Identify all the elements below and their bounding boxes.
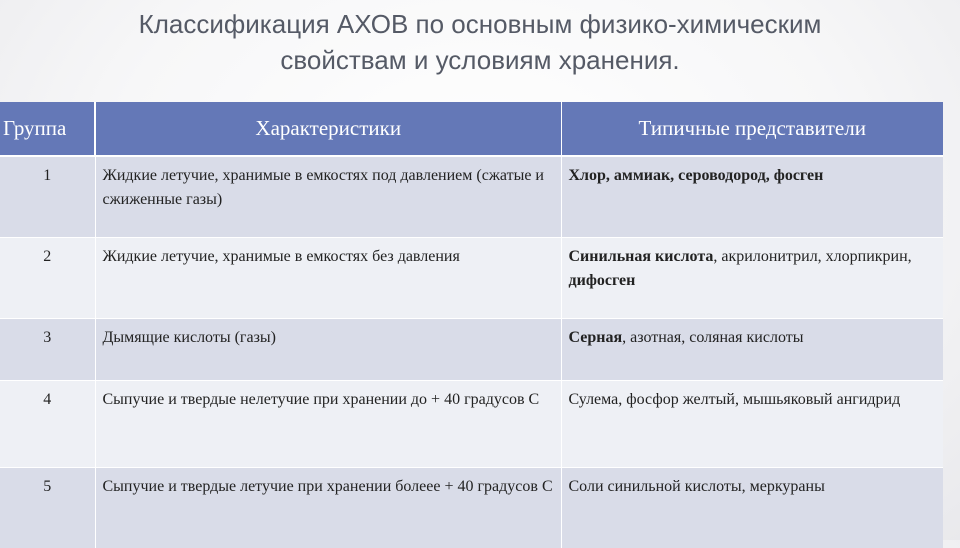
characteristics-cell: Жидкие летучие, хранимые в емкостях под давлением (сжатые и сжиженные газы) [95, 156, 561, 238]
slide-title-line-2: свойствам и условиям хранения. [40, 42, 920, 78]
table-row [0, 319, 943, 381]
slide-title [40, 6, 920, 78]
group-cell: 3 [0, 319, 95, 381]
table-row [0, 156, 943, 238]
table-row [0, 381, 943, 468]
representatives-bold: Хлор, аммиак, сероводород, фосген [569, 167, 824, 184]
header-characteristics: Характеристики [95, 102, 561, 156]
group-cell: 1 [0, 156, 95, 238]
characteristics-cell: Сыпучие и твердые нелетучие при хранении до + 40 градусов С [95, 381, 561, 468]
representatives-cell [561, 381, 943, 468]
header-representatives: Типичные представители [561, 102, 943, 156]
characteristics-cell: Жидкие летучие, хранимые в емкостях без давления [95, 238, 561, 319]
group-cell: 5 [0, 468, 95, 548]
group-cell: 2 [0, 238, 95, 319]
representatives-text: Соли синильной кислоты, меркураны [569, 478, 825, 495]
representatives-text: , акрилонитрил, хлорпикрин, [713, 248, 911, 265]
representatives-text: Сулема, фосфор желтый, мышьяковый ангидрид [569, 391, 901, 408]
representatives-cell [561, 156, 943, 238]
table-row [0, 238, 943, 319]
representatives-cell [561, 319, 943, 381]
table-header-row [0, 102, 943, 156]
characteristics-cell: Дымящие кислоты (газы) [95, 319, 561, 381]
representatives-text: , азотная, соляная кислоты [622, 329, 803, 346]
table-row [0, 468, 943, 548]
header-group: Группа [0, 102, 95, 156]
representatives-bold: Серная [569, 329, 623, 346]
group-cell: 4 [0, 381, 95, 468]
representatives-cell [561, 468, 943, 548]
representatives-bold: Синильная кислота [569, 248, 714, 265]
representatives-cell [561, 238, 943, 319]
representatives-bold: дифосген [569, 272, 636, 289]
classification-table [0, 102, 943, 548]
slide-title-line-1: Классификация АХОВ по основным физико-химическим [40, 6, 920, 42]
characteristics-cell: Сыпучие и твердые летучие при хранении болеее + 40 градусов С [95, 468, 561, 548]
